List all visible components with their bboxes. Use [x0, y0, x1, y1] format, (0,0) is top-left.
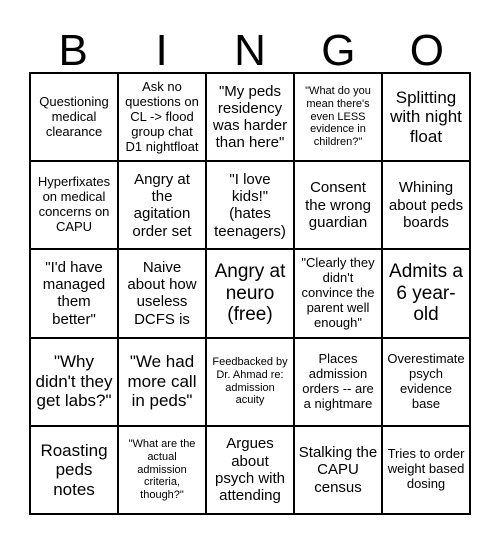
- bingo-cell[interactable]: [206, 338, 294, 426]
- bingo-cell[interactable]: [30, 426, 118, 514]
- bingo-cell[interactable]: [294, 426, 382, 514]
- bingo-cell[interactable]: [294, 338, 382, 426]
- cell-text: Places admission orders -- are a nightmare: [302, 350, 374, 411]
- cell-text: "I'd have managed them better": [42, 258, 106, 328]
- bingo-cell[interactable]: [382, 426, 470, 514]
- cell-text: Angry at the agitation order set: [132, 170, 192, 240]
- cell-text: Whining about peds boards: [388, 179, 464, 231]
- cell-text: Tries to order weight based dosing: [387, 446, 465, 492]
- cell-text: "What are the actual admission criteria, though?": [128, 438, 196, 501]
- cell-text: "My peds residency was harder than here": [212, 82, 288, 152]
- header-letter-n: N: [234, 26, 266, 75]
- bingo-cell[interactable]: [118, 73, 206, 161]
- bingo-cell[interactable]: [294, 73, 382, 161]
- cell-text: "We had more call in peds": [127, 352, 197, 411]
- bingo-cell[interactable]: [30, 161, 118, 249]
- cell-text: "I love kids!" (hates teenagers): [214, 170, 286, 240]
- bingo-cell[interactable]: [294, 161, 382, 249]
- bingo-grid: [29, 72, 471, 515]
- cell-text: Stalking the CAPU census: [298, 444, 378, 496]
- bingo-cell[interactable]: [382, 73, 470, 161]
- header-letter-b: B: [58, 26, 88, 75]
- cell-text: Consent the wrong guardian: [305, 179, 371, 231]
- bingo-cell[interactable]: [118, 161, 206, 249]
- bingo-cell[interactable]: [382, 249, 470, 337]
- cell-text: "Clearly they didn't convince the parent well enough": [301, 255, 375, 330]
- bingo-cell-free[interactable]: [206, 249, 294, 337]
- bingo-cell[interactable]: [294, 249, 382, 337]
- cell-text: Questioning medical clearance: [39, 93, 109, 139]
- bingo-header: [29, 28, 471, 74]
- bingo-cell[interactable]: [206, 161, 294, 249]
- bingo-cell[interactable]: [382, 338, 470, 426]
- cell-text: Hyperfixates on medical concerns on CAPU: [37, 174, 111, 235]
- cell-text: Ask no questions on CL -> flood group chat D1 nightfloat: [125, 78, 199, 154]
- cell-text: Feedbacked by Dr. Ahmad re: admission acuity: [212, 356, 288, 407]
- bingo-cell[interactable]: [30, 73, 118, 161]
- header-letter-i: I: [155, 26, 168, 75]
- bingo-cell[interactable]: [206, 73, 294, 161]
- cell-text: Splitting with night float: [390, 87, 462, 146]
- bingo-cell[interactable]: [118, 338, 206, 426]
- cell-text: Admits a 6 year-old: [389, 260, 463, 326]
- bingo-cell[interactable]: [206, 426, 294, 514]
- cell-text: Angry at neuro (free): [214, 260, 286, 326]
- bingo-cell[interactable]: [382, 161, 470, 249]
- cell-text: Overestimate psych evidence base: [387, 350, 465, 411]
- header-letter-o: O: [409, 26, 444, 75]
- cell-text: "Why didn't they get labs?": [35, 352, 113, 411]
- cell-text: Argues about psych with attending: [214, 435, 286, 505]
- cell-text: Roasting peds notes: [40, 440, 108, 499]
- bingo-cell[interactable]: [30, 338, 118, 426]
- bingo-cell[interactable]: [30, 249, 118, 337]
- header-letter-g: G: [321, 26, 356, 75]
- cell-text: "What do you mean there's even LESS evidence in children?": [305, 85, 371, 149]
- bingo-cell[interactable]: [118, 426, 206, 514]
- bingo-cell[interactable]: [118, 249, 206, 337]
- cell-text: Naive about how useless DCFS is: [127, 258, 197, 328]
